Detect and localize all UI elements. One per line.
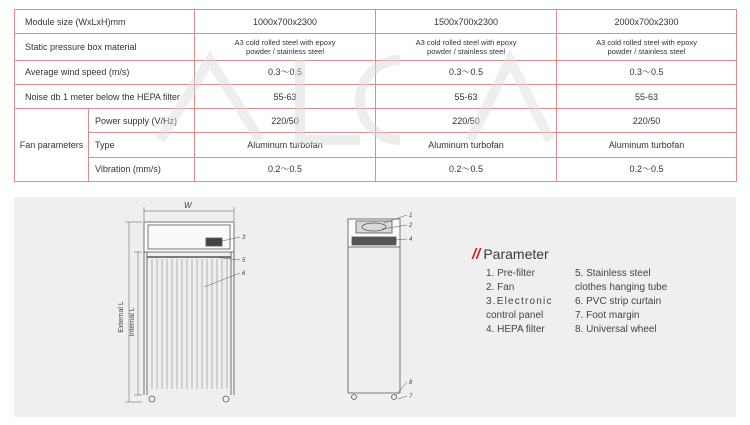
table-cell: Aluminum turbofan [557, 133, 737, 157]
list-item: clothes hanging tube [575, 282, 668, 293]
table-cell: A3 cold rolled steel with epoxy powder / stainless steel [557, 34, 737, 60]
callout-8: 8 [409, 380, 413, 386]
list-item: 7. Foot margin [575, 310, 640, 321]
callout-4: 4 [409, 237, 413, 243]
row-label: Noise db 1 meter below the HEPA filter [15, 84, 195, 108]
table-cell: 0.2～0.5 [557, 157, 737, 181]
list-item: 1. Pre-filter [486, 268, 535, 279]
list-item: 5. Stainless steel [575, 268, 651, 279]
callout-2: 2 [409, 223, 413, 229]
row-label: Static pressure box material [15, 34, 195, 60]
table-cell: 0.2～0.5 [195, 157, 376, 181]
list-item: 8. Universal wheel [575, 324, 657, 335]
spec-table [14, 9, 737, 182]
table-cell: 0.3～0.5 [557, 60, 737, 84]
table-cell: 0.3～0.5 [195, 60, 376, 84]
parameter-heading: Parameter [483, 246, 549, 262]
diagram-panel [14, 197, 736, 417]
table-row [15, 60, 737, 84]
parameter-column-right [575, 267, 705, 337]
table-cell: 220/50 [195, 109, 376, 133]
table-cell: 0.3～0.5 [376, 60, 557, 84]
table-row [15, 157, 737, 181]
table-cell: Aluminum turbofan [376, 133, 557, 157]
table-cell: 1000x700x2300 [195, 10, 376, 34]
row-label: Module size (WxLxH)mm [15, 10, 195, 34]
row-label: Type [89, 133, 195, 157]
title-mark: // [472, 246, 481, 263]
width-label: W [184, 201, 192, 210]
table-cell: A3 cold rolled steel with epoxy powder / stainless steel [195, 34, 376, 60]
list-item: 6. PVC strip curtain [575, 296, 662, 307]
list-item: 4. HEPA filter [486, 324, 545, 335]
list-item: 3.Electronic [486, 296, 553, 307]
table-cell: 220/50 [376, 109, 557, 133]
parameter-column-left [486, 267, 572, 337]
table-row [15, 34, 737, 60]
row-label: Power supply (V/Hz) [89, 109, 195, 133]
table-cell: 0.2～0.5 [376, 157, 557, 181]
drawing-area [14, 197, 454, 417]
row-label: Average wind speed (m/s) [15, 60, 195, 84]
callout-3: 3 [242, 235, 246, 241]
group-label: Fan parameters [15, 109, 89, 182]
table-cell: 1500x700x2300 [376, 10, 557, 34]
table-row [15, 133, 737, 157]
table-cell: 55-63 [376, 84, 557, 108]
table-row [15, 84, 737, 108]
list-item: control panel [486, 310, 544, 321]
table-cell: Aluminum turbofan [195, 133, 376, 157]
callout-5: 5 [242, 258, 246, 264]
side-view-drawing [348, 215, 407, 400]
callout-7: 7 [409, 394, 413, 400]
list-item: 2. Fan [486, 282, 515, 293]
callout-1: 1 [409, 213, 413, 219]
table-cell: 220/50 [557, 109, 737, 133]
table-cell: 2000x700x2300 [557, 10, 737, 34]
external-length-label: External L [118, 301, 125, 333]
front-view-drawing [125, 207, 240, 402]
table-cell: A3 cold rolled steel with epoxy powder / stainless steel [376, 34, 557, 60]
table-cell: 55-63 [557, 84, 737, 108]
table-row [15, 10, 737, 34]
row-label: Vibration (mm/s) [89, 157, 195, 181]
parameter-title [472, 246, 732, 263]
table-row [15, 109, 737, 133]
table-cell: 55-63 [195, 84, 376, 108]
internal-length-label: Internal L [129, 307, 136, 337]
callout-6: 6 [242, 271, 246, 277]
parameter-section [472, 246, 732, 335]
